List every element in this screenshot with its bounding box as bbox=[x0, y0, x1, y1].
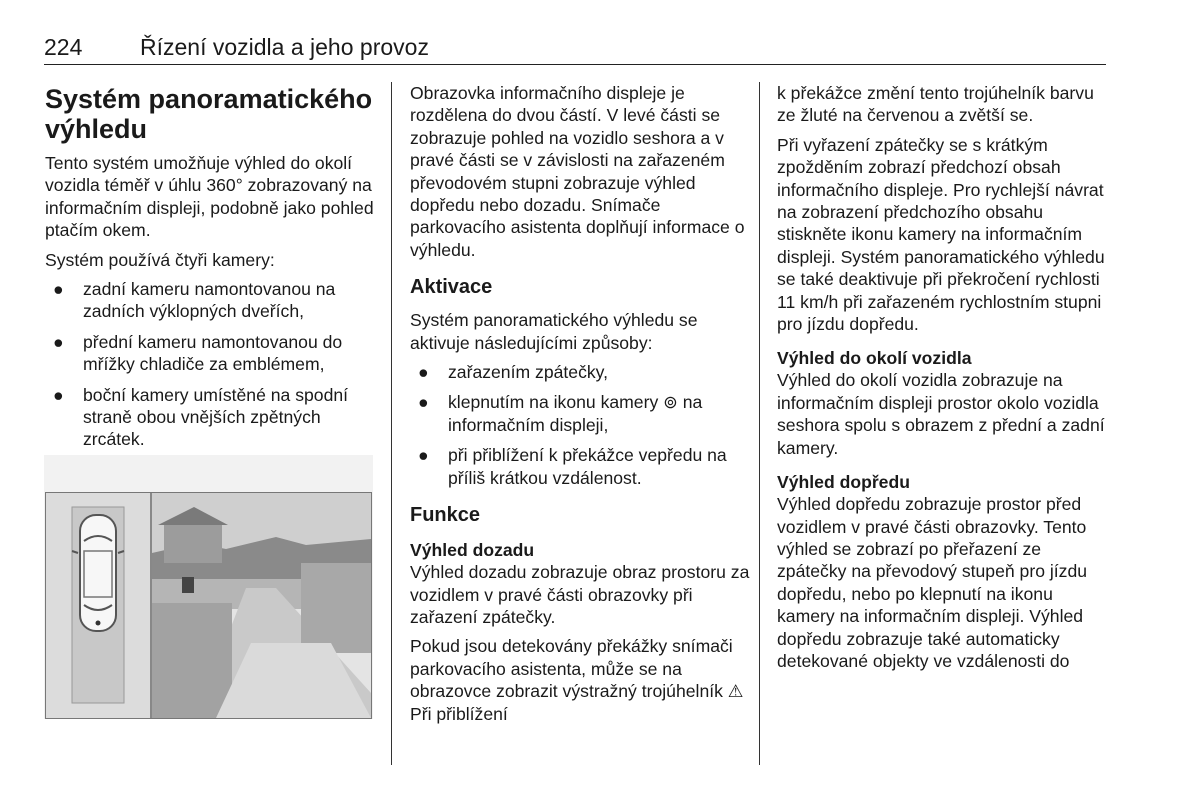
paragraph: Výhled do okolí vozidla zobrazuje na informačním displeji prostor okolo vozidla seshora spolu s obrazem z přední a zadní kamery. bbox=[777, 370, 1105, 458]
subheading: Výhled do okolí vozidla bbox=[777, 348, 972, 369]
display-screen bbox=[45, 492, 372, 719]
bullet-icon: ● bbox=[53, 384, 64, 405]
paragraph: Systém používá čtyři kamery: bbox=[45, 249, 275, 270]
bullet-icon: ● bbox=[418, 445, 429, 466]
column-divider bbox=[391, 82, 392, 765]
section-heading: Systém panoramatického výhledu bbox=[45, 84, 373, 144]
bullet-icon: ● bbox=[53, 331, 64, 352]
surround-view-illustration bbox=[44, 455, 373, 719]
paragraph: Pokud jsou detekovány překážky snímači parkovacího asistenta, může se na obrazovce zobrazit výstražný trojúhelník ⚠ Při přiblížení bbox=[410, 636, 744, 724]
paragraph: Obrazovka informačního displeje je rozdělena do dvou částí. V levé části se zobrazuje pohled na vozidlo seshora a v pravé části se v závislosti na zařazeném převodovém stupni zobrazuje výhled dopředu nebo dozadu. Snímače parkovacího asistenta doplňují informace o výhledu. bbox=[410, 83, 745, 260]
list-item: ● přední kameru namontovanou do mřížky chladiče za emblémem, bbox=[53, 331, 343, 375]
list-item: ● zadní kameru namontovanou na zadních výklopných dveřích, bbox=[53, 279, 336, 322]
activation-list bbox=[410, 361, 750, 489]
column-divider bbox=[759, 82, 760, 765]
section-heading: Aktivace bbox=[410, 276, 493, 299]
list-item: ● při přiblížení k překážce vepředu na příliš krátkou vzdálenost. bbox=[418, 445, 727, 488]
running-title: Řízení vozidla a jeho provoz bbox=[140, 34, 429, 60]
subheading: Výhled dopředu bbox=[777, 472, 910, 493]
paragraph: Tento systém umožňuje výhled do okolí vozidla téměř v úhlu 360° zobrazovaný na informačním displeji, podobně jako pohled ptačím okem. bbox=[45, 153, 374, 241]
bullet-icon: ● bbox=[53, 279, 64, 300]
section-heading: Funkce bbox=[410, 504, 481, 527]
paragraph: Při vyřazení zpátečky se s krátkým zpožděním zobrazí předchozí obsah informačního displeje. Pro rychlejší návrat na zobrazení předchozího obsahu stiskněte ikonu kamery na informačním displeji. Systém panoramatického výhledu se také deaktivuje při překročení rychlosti 11 km/h při zařazeném rychlostním stupni pro jízdu dopředu. bbox=[777, 134, 1105, 335]
list-item: ● klepnutím na ikonu kamery ⊚ na informačním displeji, bbox=[418, 392, 703, 435]
paragraph: Výhled dozadu zobrazuje obraz prostoru za vozidlem v pravé části obrazovky při zařazení zpátečky. bbox=[410, 562, 750, 627]
paragraph: Výhled dopředu zobrazuje prostor před vozidlem v pravé části obrazovky. Tento výhled se zobrazí po přeřazení ze zpátečky na převodový stupeň pro jízdu dopředu, nebo po klepnutí na ikonu kamery na informačním displeji. Výhled dopředu zobrazuje také automaticky detekované objekty ve vzdálenosti do bbox=[777, 494, 1088, 671]
display-image bbox=[46, 493, 371, 718]
trash-bin bbox=[182, 577, 194, 593]
bullet-icon: ● bbox=[418, 362, 429, 383]
paragraph: Systém panoramatického výhledu se aktivuje následujícími způsoby: bbox=[410, 310, 698, 353]
camera-list bbox=[45, 278, 375, 451]
paragraph: k překážce změní tento trojúhelník barvu ze žluté na červenou a zvětší se. bbox=[777, 83, 1094, 126]
column-2 bbox=[410, 82, 750, 732]
subheading: Výhled dozadu bbox=[410, 540, 535, 561]
page-number: 224 bbox=[44, 34, 83, 60]
column-3 bbox=[777, 82, 1112, 679]
car-top-view-icon bbox=[72, 515, 124, 631]
bullet-icon: ● bbox=[418, 392, 429, 413]
list-item: ● boční kamery umístěné na spodní straně obou vnějších zpětných zrcátek. bbox=[53, 384, 349, 450]
house bbox=[164, 523, 222, 563]
list-item: ● zařazením zpátečky, bbox=[418, 362, 609, 383]
column-1 bbox=[45, 82, 375, 459]
page-header bbox=[44, 34, 1106, 65]
